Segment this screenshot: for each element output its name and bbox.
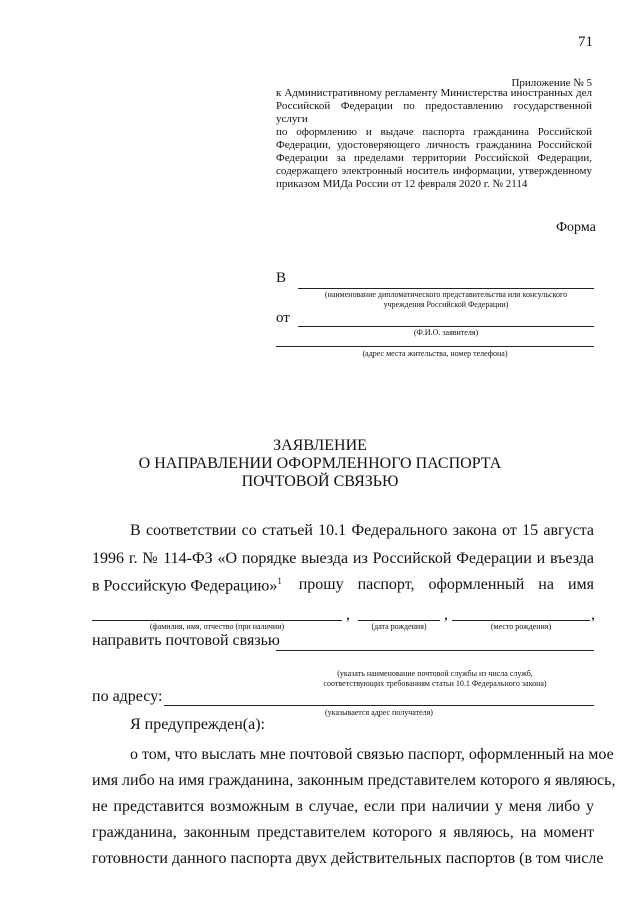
- from-label: от: [276, 310, 290, 326]
- pob-caption: (место рождения): [490, 622, 552, 631]
- appendix-line: Федерации за пределами территории Российской Федерации,: [276, 152, 592, 164]
- to-field-line[interactable]: [298, 288, 594, 289]
- comma: ,: [346, 606, 350, 623]
- postal-service-caption-line: (указать наименование почтовой службы из числа служб,: [337, 669, 533, 678]
- para1-line3-start: в Российскую Федерацию»$^1$: [92, 576, 282, 595]
- para2-line: гражданина, законным представителем которого я являюсь, на момент: [92, 824, 594, 841]
- para2-line: не представится возможным в случае, если при наличии у меня либо у: [92, 798, 594, 815]
- para1-line3-end: прошу паспорт, оформленный на имя: [298, 576, 594, 593]
- dob-field-line[interactable]: [358, 620, 440, 621]
- postal-service-caption: [276, 669, 594, 689]
- para1-line3: [92, 576, 594, 595]
- para1-line: 1996 г. № 114-ФЗ «О порядке выезда из Российской Федерации и въезда: [92, 550, 594, 567]
- appendix-line: по оформлению и выдаче паспорта гражданина Российской: [276, 126, 592, 138]
- fio-caption: (фамилия, имя, отчество (при наличии): [149, 622, 285, 631]
- recipient-address-field-line[interactable]: [164, 705, 594, 706]
- title-line: ЗАЯВЛЕНИЕ: [273, 437, 367, 454]
- warned-label: Я предупрежден(а):: [130, 716, 265, 733]
- send-label: направить почтовой связью: [92, 632, 280, 649]
- form-label: Форма: [556, 220, 596, 235]
- postal-service-field-line[interactable]: [276, 650, 594, 651]
- document-title: [0, 437, 640, 491]
- para2-line: имя либо на имя гражданина, законным представителем которого я являюсь,: [92, 772, 616, 789]
- comma: ,: [591, 606, 595, 623]
- from-caption: (Ф.И.О. заявителя): [413, 328, 479, 337]
- appendix-line: к Административному регламенту Министерства иностранных дел: [276, 87, 592, 99]
- appendix-title: Приложение № 5: [511, 77, 592, 89]
- to-caption-line: (наименование дипломатического представительства или консульского: [324, 290, 568, 299]
- appendix-line: Федерации, удостоверяющего личность гражданина Российской: [276, 139, 592, 151]
- page-number: 71: [578, 34, 593, 50]
- para2-line: готовности данного паспорта двух действительных паспортов (в том числе: [92, 850, 604, 867]
- to-label: В: [276, 270, 287, 286]
- dob-caption: (дата рождения): [371, 622, 427, 631]
- comma: ,: [444, 606, 448, 623]
- address-caption: (адрес места жительства, номер телефона): [362, 349, 508, 358]
- footnote-mark: 1: [277, 576, 282, 586]
- to-caption: [298, 290, 594, 310]
- title-line: ПОЧТОВОЙ СВЯЗЬЮ: [241, 473, 399, 490]
- para1-line: В соответствии со статьей 10.1 Федерального закона от 15 августа: [130, 522, 594, 539]
- fio-field-line[interactable]: [92, 620, 342, 621]
- title-line: О НАПРАВЛЕНИИ ОФОРМЛЕННОГО ПАСПОРТА: [138, 455, 502, 472]
- pob-field-line[interactable]: [452, 620, 590, 621]
- recipient-address-caption: (указывается адрес получателя): [325, 708, 433, 717]
- appendix-line: приказом МИДа России от 12 февраля 2020 г. № 2114: [276, 178, 528, 190]
- appendix-line: содержащего электронный носитель информации, утвержденному: [276, 165, 592, 177]
- address-field-line[interactable]: [276, 346, 594, 347]
- from-field-line[interactable]: [298, 326, 594, 327]
- para2-line: о том, что выслать мне почтовой связью паспорт, оформленный на мое: [130, 746, 614, 763]
- appendix-reference: [276, 87, 592, 191]
- postal-service-caption-line: соответствующих требованиям статьи 10.1 Федерального закона): [323, 679, 547, 688]
- to-caption-line: учреждения Российской Федерации): [383, 300, 509, 309]
- appendix-line: Российской Федерации по предоставлению государственной услуги: [276, 100, 592, 125]
- address-label: по адресу:: [92, 688, 163, 705]
